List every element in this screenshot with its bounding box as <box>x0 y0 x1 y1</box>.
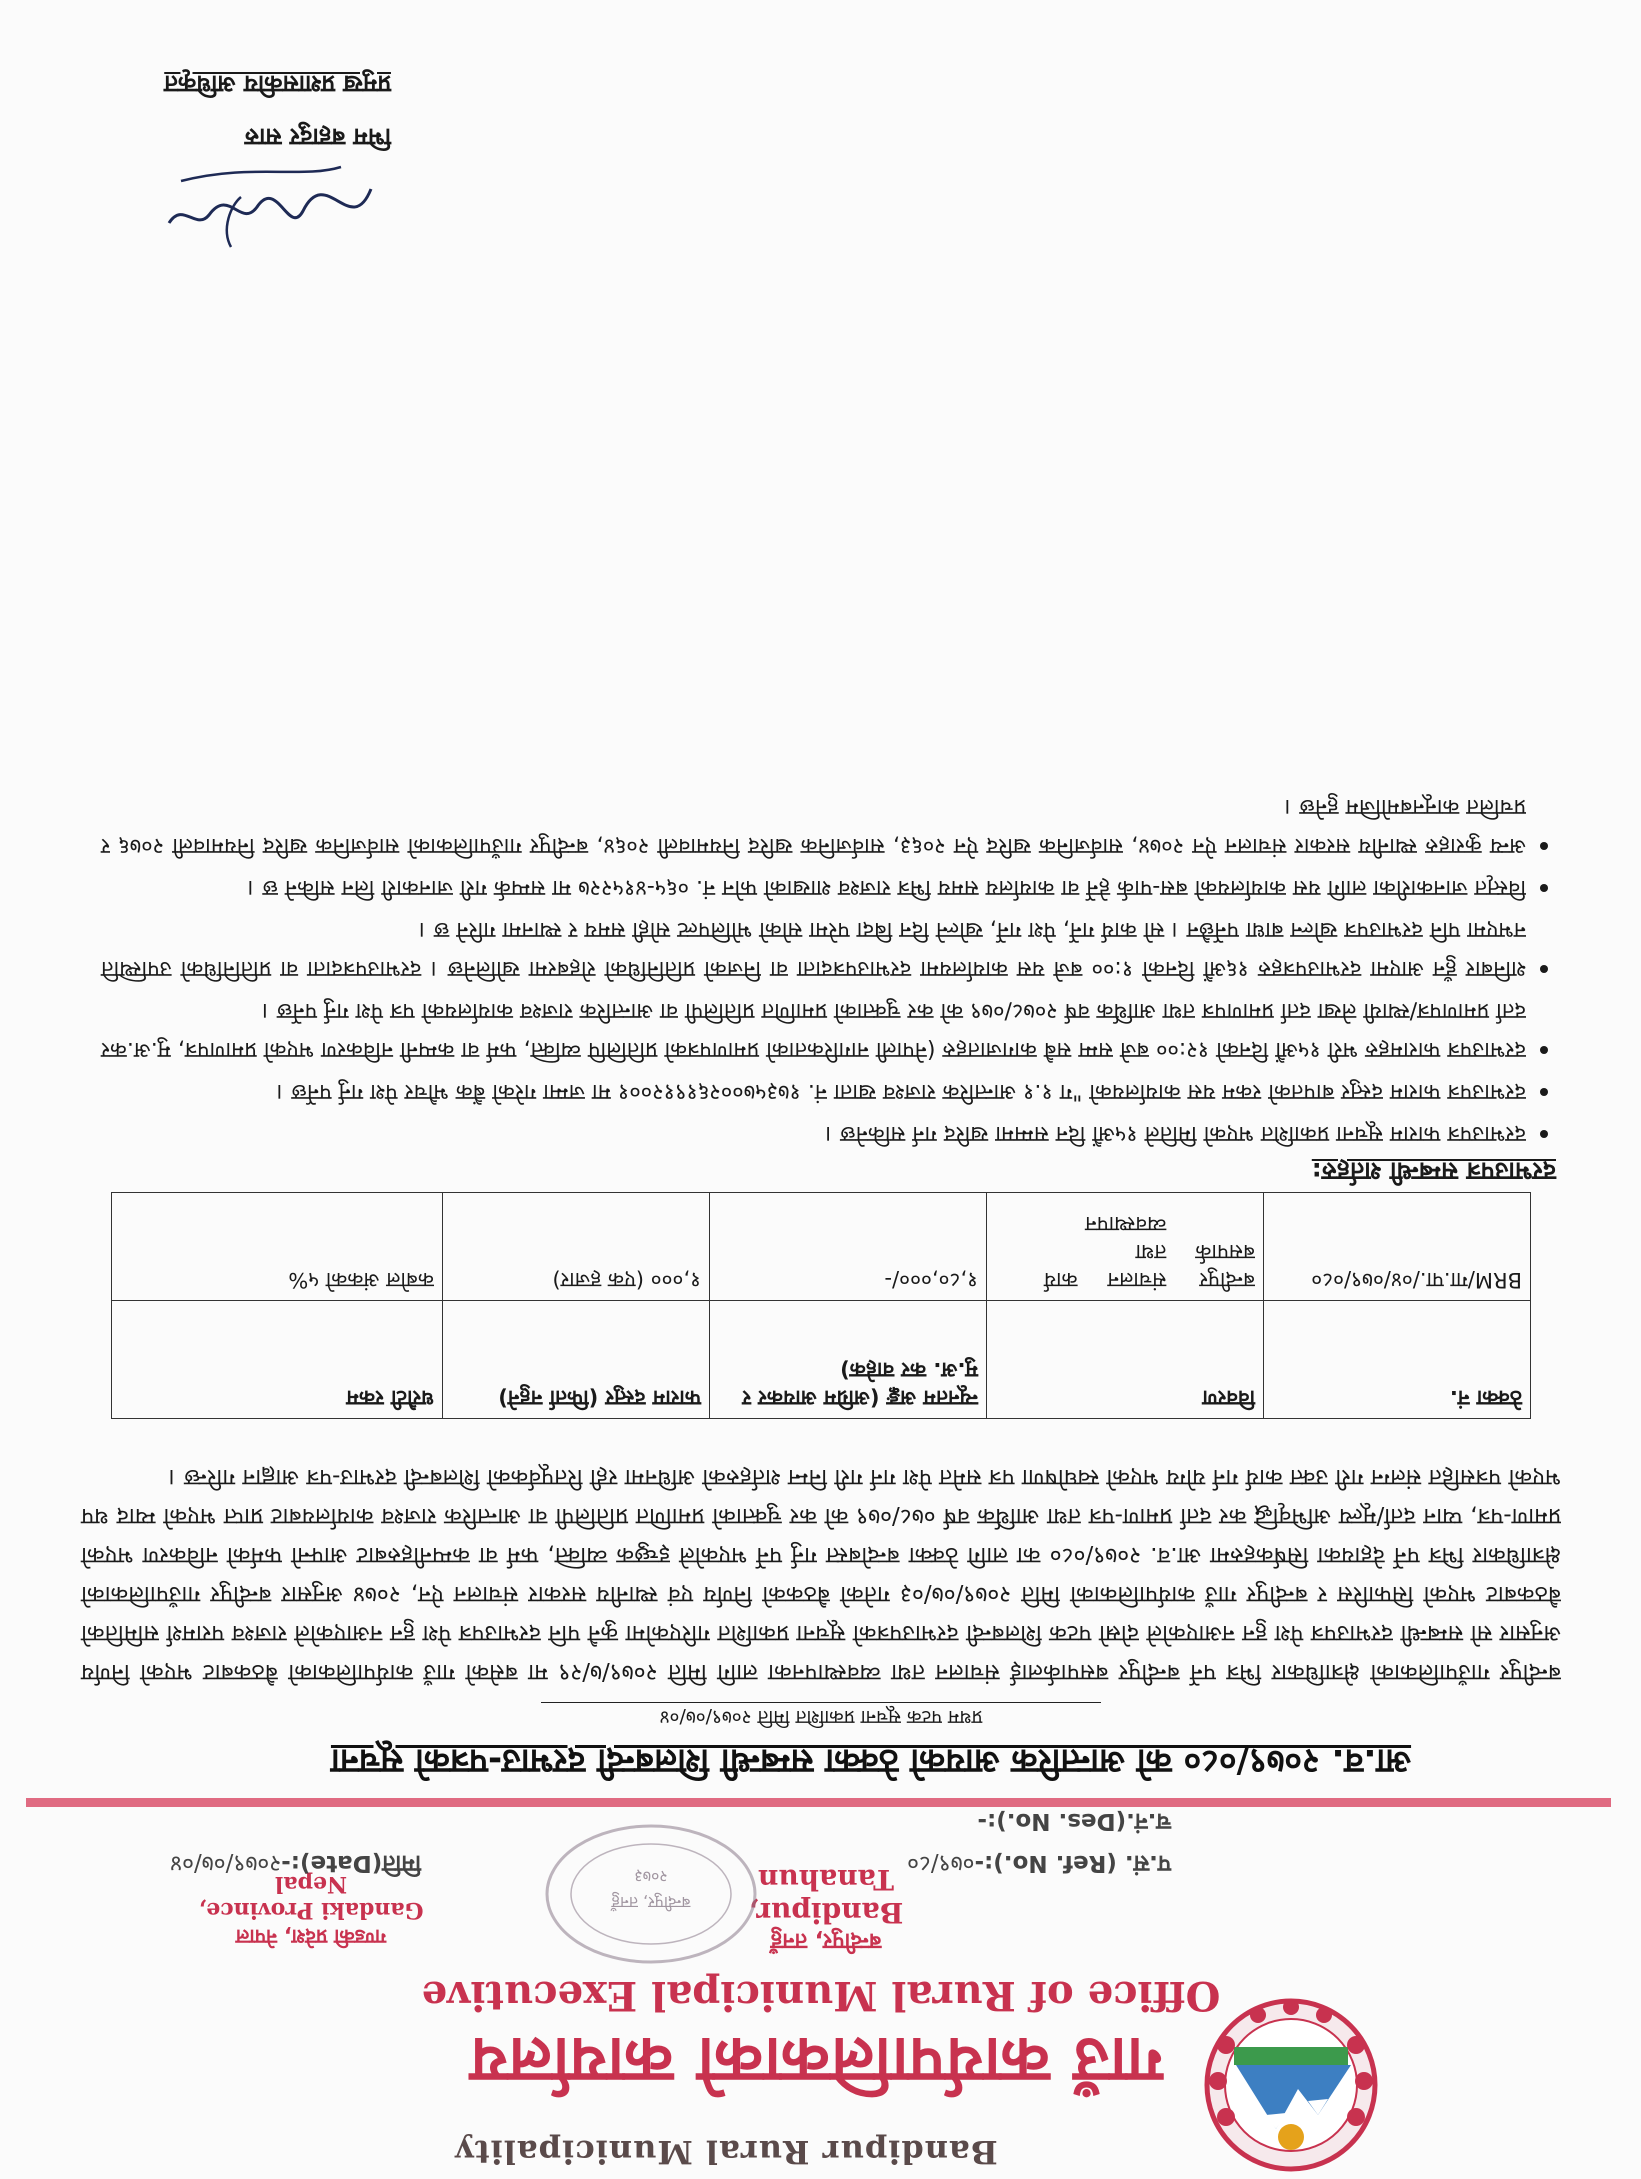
cell-contract-no: BRM/गा.पा./०४/०७९/०८० <box>1264 1193 1531 1301</box>
date-value: २०७९/०७/०४ <box>170 1850 282 1876</box>
cell-min-amount: १,८०,०००/- <box>710 1193 987 1301</box>
contract-table <box>111 1192 1531 1419</box>
cell-deposit: कबोल अंकको ५% <box>112 1193 443 1301</box>
header-deposit: धरौटी रकम <box>112 1301 443 1419</box>
header-contract-no: ठेक्का नं. <box>1264 1301 1531 1419</box>
table-header-row <box>112 1301 1531 1419</box>
conditions-title: दरभाउपत्र सम्बन्धी शर्तहरु: <box>1311 1157 1556 1186</box>
ref-value: ०७९/८० <box>906 1850 975 1876</box>
conditions-list <box>101 785 1556 1154</box>
condition-item: • दरभाउपत्र फाराम सूचना प्रकाशित भएको मितिले १५औं दिन सम्ममा खरिद गर्न सकिनेछ । <box>101 1114 1526 1154</box>
header-min-amount: न्यूनतम अङ्क (अग्रिम आयकर र मु.अ. कर वाहेक) <box>710 1301 987 1419</box>
notice-title: आ.व. २०७९/०८० को आन्तरिक आयको ठेक्का सम्बन्धी शिलबन्दी दरभाउ-पत्रको सूचना <box>330 1741 1412 1781</box>
rural-municipality-name: Bandipur Rural Municipality <box>454 2133 998 2171</box>
office-title-en: Office of Rural Municipal Executive <box>421 1972 1221 2019</box>
province-en: Gandaki Province, Nepal <box>198 1871 424 1923</box>
seal-text-line-2: २०७३ <box>634 1867 668 1886</box>
dispatch-number-label: च.नं.(Des. No.):- <box>977 1808 1171 1834</box>
publication-line: प्रथम पटक सूचना प्रकाशित मिति २०७९/०७/०४ <box>541 1702 1101 1731</box>
province-np: गण्डकी प्रदेश, नेपाल <box>235 1925 387 1949</box>
table-row <box>112 1193 1531 1301</box>
header-form-fee: फाराम दस्तुर (फिर्ता नहुने) <box>443 1301 710 1419</box>
ref-label: प.सं. (Ref. No.):- <box>974 1850 1171 1876</box>
desc-part: संचालन तथा व्यवस्थापन <box>1085 1212 1167 1292</box>
letter-date <box>170 1849 421 1881</box>
cell-form-fee: १,००० (एक हजार) <box>443 1193 710 1301</box>
desc-part: कार्य <box>1043 1268 1078 1292</box>
cell-description <box>987 1193 1264 1301</box>
date-label: मिति(Date):- <box>281 1850 421 1876</box>
condition-item: • दरभाउपत्र फारामहरु भरी १५औं दिनको १२:०० बजे सम्म सबै कागजातहरु (नेपाली नागरिकताको प्रमाणपत्रको प्रतिलिपि व्यक्ति, फर्म वा कम्पनी नविकरण भएको प्रमाणपत्र, मु.अ.कर दर्ता प्रमाणपत्र/स्थायी लेखा दर्ता प्रमाणपत्र तथा आर्थिक वर्ष २०७८/०७९ को कर चुक्ताको प्रमाणित प्रतिलिपी वा आन्तरिक राजश्व कार्यालयको पत्र पेश गर्नु पर्नेछ । <box>101 991 1526 1070</box>
condition-item: • शनिबार हुँन आएमा दरभाउपत्रहरु १६औं दिनको १:०० बजे यस कार्यालयमा दरभाउपत्रदाता वा निजको प्रतिनिधिको रोहबरमा खोलिनेछ । दरभाउपत्रदाता वा प्रतिनिधिको उपस्थिति नभएमा पनि दरभाउपत्र खोल्न बाधा पर्नेछैन । सो कार्य गर्ने, पेश गर्ने, खोल्ने दिन बिदा परेमा सोको भोलिपल्ट सोही समय र स्थानमा गरिने छ । <box>101 910 1526 989</box>
reference-number <box>907 1849 1171 1881</box>
desc-part: बन्दीपुर बसपार्क <box>1195 1240 1255 1292</box>
signer-title: प्रमुख प्रशासकीय अधिकृत <box>164 70 391 98</box>
office-title-np: गाउँ कार्यपालिकाको कार्यालय <box>469 2023 1163 2097</box>
handwritten-signature <box>161 149 381 259</box>
condition-item: • दरभाउपत्र फाराम दस्तुर बापतको रकम यस कार्यालयको "ग १.१ आन्तरिक राजश्व खाता नं. १७३५७००२६१९१२००१ मा जम्मा गरेको बैंक भौचर पेश गर्नु पर्नेछ । <box>101 1072 1526 1112</box>
letterhead-divider <box>26 1798 1611 1807</box>
header-description: विवरण <box>987 1301 1264 1419</box>
office-seal-stamp <box>541 1819 761 1969</box>
condition-item: • विस्तृत जानकारीका लागि यस कार्यालयको बस-पार्क हेर्ने वा कार्यालय समय भित्र राजश्व शाखाको फोन नं. ०६५-४१५२२७ मा सम्पर्क गरी जानकारी लिन सकिने छ । <box>101 868 1526 908</box>
place-np: बन्दीपुर, तनहुँ <box>770 1928 882 1953</box>
notice-paragraph: बन्दीपुर गाउँपालिकाको क्षेत्राधिकार भित्र पर्ने बन्दीपुर बसपार्कलाई संचालन तथा व्यवस्थापनका लागि मिति २०७९/७/२९ मा बसेको गाउँ कार्यपालिकाको बैठकबाट भएको निर्णय अनुसार सो सम्बन्धी दरभाउपत्र पेश हुन नआएकोले दोस्रो पटक शिलबन्दी दरभाउपत्रको सूचना प्रकाशित गरिएकोमा कुनै पनि दरभाउपत्र पेश हुन नआएकोले राजश्व परामर्श समितिको बैठकबाट भएको सिफारिस र बन्दीपुर गाउँ कार्यपालिकाको मिति २०७९/०७/०३ गतेको बैठकको निर्णय एवं स्थानीय सरकार संचालन ऐन, २०७४ अनुसार बन्दीपुर गाउँपालिकाको क्षेत्राधिकार भित्र पर्ने देहायका सिर्षकहरुमा आ.व. २०७९/०८० का लागि ठेक्का बन्दोबस्त गर्नु पर्ने भएकोले इच्छुक व्यक्ति, फर्म वा कम्पनीहरुबाट आफ्नो फर्मको नविकरण भएको प्रमाण-पत्र, प्यान दर्ता/मूल्य अभिवृद्धि कर दर्ता प्रमाण-पत्र तथा आर्थिक वर्ष ०७८/०७९ को कर चुक्ताको प्रमाणित प्रतिलिपी वा आन्तरिक राजश्व कार्यालयबाट प्राप्त भएको म्याद थप भएको पत्रसहित संलग्न गरी उक्त कार्य गर्न योग्य भएको स्वघोषणा पत्र समेत पेश गर्न गरी निम्न शर्तहरुको अधिनमा रही रितपूर्वकको शिलबन्दी दरभाउ-पत्र आह्वान गरिन्छ । <box>81 1464 1561 1685</box>
seal-text-line-1: बन्दीपुर, तनहुँ <box>611 1893 691 1912</box>
place-en: Bandipur, Tanahun <box>748 1863 904 1929</box>
condition-item: • अन्य कुराहरु स्थानीय सरकार संचालन ऐन २०७४, सार्वजनिक खरिद ऐन २०६३, सार्वजनिक खरिद नियमावली २०६४, बन्दीपुर गाउँपालिकाको सार्वजनिक खरिद नियमावली २०७६ र प्रचलित कानूनबमोजिम हुनेछ । <box>101 787 1526 866</box>
signer-name: भिम बहादुर सारु <box>244 123 391 151</box>
